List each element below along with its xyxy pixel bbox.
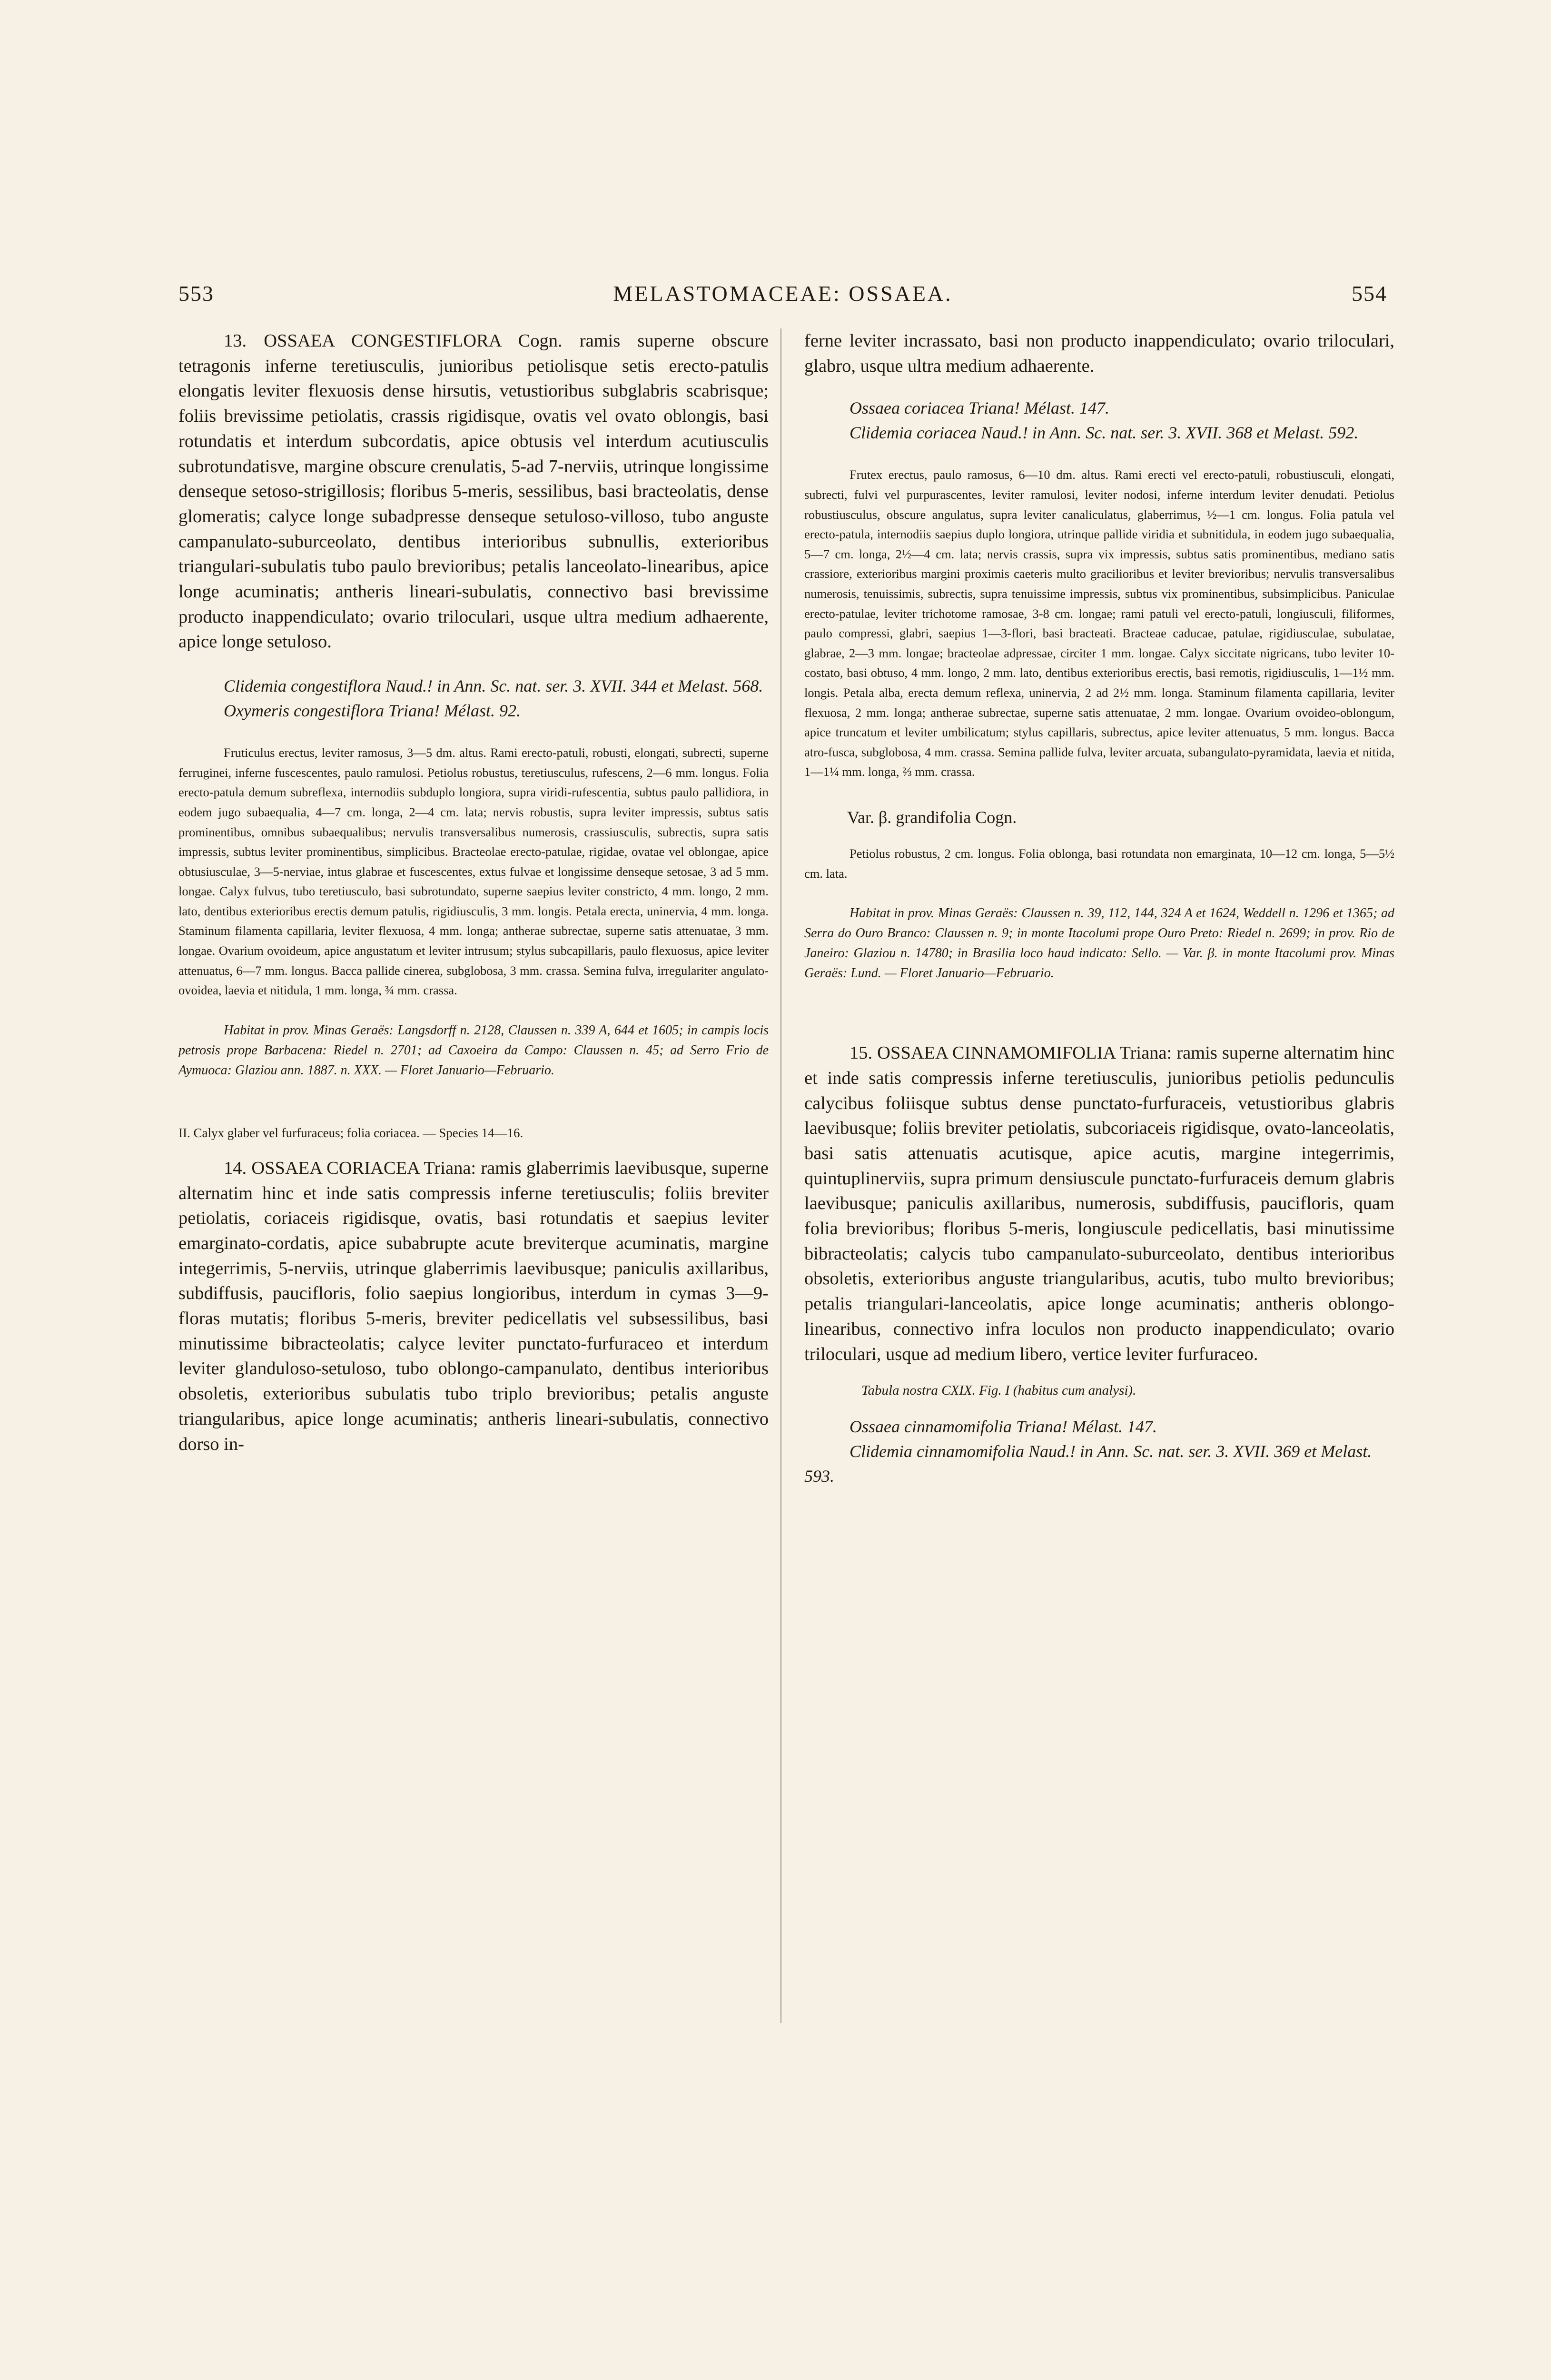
species-14-synonym-2: Clidemia coriacea Naud.! in Ann. Sc. nat. ser. 3. XVII. 368 et Melast. 592. (850, 423, 1359, 443)
species-15-plate-reference: Tabula nostra CXIX. Fig. I (habitus cum analysi). (861, 1383, 1136, 1398)
page-number-right: 554 (1352, 281, 1387, 306)
species-14-detailed-description: Frutex erectus, paulo ramosus, 6—10 dm. altus. Rami erecti vel erecto-patuli, robustiusculi, elongati, subrecti, fulvi vel purpurascentes, leviter ramulosi, leviter nodosi, inferne interdum leviter denudati. Petiolus robustiusculus, obscure angulatus, supra leviter canaliculatus, glaberrimus, ½—1 cm. longus. Folia patula vel erecto-patula, internodiis saepius duplo longiora, utrinque pallide viridia et subnitidula, in eodem jugo subaequalia, 5—7 cm. longa, 2½—4 cm. lata; nervis crassis, supra vix impressis, subtus satis prominentibus, mediano satis crassiore, exterioribus margini proximis caeteris multo gracilioribus et leviter brevioribus; nervulis transversalibus numerosis, tenuissimis, subrectis, supra tenuissime impressis, subtus vix prominentibus, subsimplicibus. Paniculae erecto-patulae, leviter trichotome ramosae, 3-8 cm. longae; rami patuli vel erecto-patuli, longiusculi, filiformes, paulo compressi, glabri, saepius 1—3-flori, basi bracteati. Bracteae caducae, patulae, rigidiusculae, subulatae, glabrae, 2—3 mm. longae; bracteolae adpressae, circiter 1 mm. longae. Calyx siccitate nigricans, tubo leviter 10-costato, basi obtuso, 4 mm. longo, 2 mm. lato, dentibus exterioribus erectis, basi remotis, rigidiusculis, 1—1½ mm. longis. Petala alba, erecta demum reflexa, uninervia, 2 ad 2½ mm. longa. Staminum filamenta capillaria, leviter flexuosa, 2 mm. longa; antherae subrectae, superne satis attenuatae, 2 mm. longae. Ovarium ovoideo-oblongum, apice truncatum et leviter umbilicatum; stylus capillaris, subrectus, apice leviter attenuatus, 5 mm. longus. Bacca atro-fusca, subglobosa, 4 mm. crassa. Semina pallide fulva, leviter arcuata, subangulato-pyramidata, laevia et nitida, 1—1¼ mm. longa, ⅔ mm. crassa. (804, 467, 1394, 779)
species-13-synonym-2: Oxymeris congestiflora Triana! Mélast. 92. (224, 701, 521, 721)
running-title: MELASTOMACEAE: OSSAEA. (613, 281, 953, 306)
species-13-heading: 13. OSSAEA CONGESTIFLORA Cogn. (224, 331, 563, 351)
key-section-ii: II. Calyx glaber vel furfuraceus; folia coriacea. — Species 14—16. (178, 1125, 524, 1140)
page-number-left: 553 (178, 281, 214, 306)
left-column (178, 328, 769, 1457)
species-13-detailed-description: Fruticulus erectus, leviter ramosus, 3—5 dm. altus. Rami erecto-patuli, robusti, elongati, subrecti, superne ferruginei, inferne fuscescentes, paulo ramulosi. Petiolus robustus, teretiusculus, rufescens, 2—6 mm. longus. Folia erecto-patula demum subreflexa, internodiis subduplo longiora, supra viridi-rufescentia, subtus paulo pallidiora, in eodem jugo subaequalia, 4—7 cm. longa, 2—4 cm. lata; nervis robustis, supra leviter impressis, subtus satis prominentibus, omnibus subaequalibus; nervulis transversalibus numerosis, crassiusculis, subrectis, supra satis impressis, subtus leviter prominentibus, simplicibus. Bracteolae erecto-patulae, rigidae, ovatae vel oblongae, apice obtusiusculae, 3—5-nerviae, intus glabrae et fuscescentes, extus fulvae et longissime denseque setosae, 3 ad 5 mm. longae. Calyx fulvus, tubo teretiusculo, basi subrotundato, superne saepius leviter constricto, 4 mm. longo, 2 mm. lato, dentibus exterioribus erectis demum patulis, rigidiusculis, 3 mm. longis. Petala erecta, uninervia, 4 mm. longa. Staminum filamenta capillaria, leviter flexuosa, 4 mm. longa; antherae subrectae, superne satis attenuatae, 3 mm. longae. Ovarium ovoideum, apice angustatum et leviter intrusum; stylus subcapillaris, paulo flexuosus, apice leviter attenuatus, 6—7 mm. longus. Bacca pallide cinerea, subglobosa, 3 mm. crassa. Semina fulva, irregulariter angulato-ovoidea, laevia et nitidula, 1 mm. longa, ¾ mm. crassa. (178, 745, 769, 998)
species-15-heading: 15. OSSAEA CINNAMOMIFOLIA Triana: (850, 1043, 1172, 1063)
species-14-description: 14. OSSAEA CORIACEA Triana: ramis glaberrimis laevibusque, superne alternatim hinc et inde satis compressis inferne teretiusculis; foliis breviter petiolatis, coriaceis rigidisque, ovatis, basi rotundatis et saepius leviter emarginato-cordatis, apice subabrupte acute breviterque acuminatis, margine integerrimis, 5-nerviis, utrinque glaberrimis laevibusque; paniculis axillaribus, subdiffusis, paucifloris, folio saepius longioribus, interdum in cymas 3—9-floras mutatis; floribus 5-meris, breviter pedicellatis vel subsessilibus, basi minutissime bibracteolatis; calyce leviter punctato-furfuraceo et interdum leviter glanduloso-setuloso, tubo oblongo-campanulato, dentibus interioribus obsoletis, exterioribus subulatis tubo triplo brevioribus; petalis anguste triangularibus, apice longe acuminatis; antheris lineari-subulatis, connectivo dorso in- (178, 1158, 769, 1454)
species-15-synonym-1: Ossaea cinnamomifolia Triana! Mélast. 147. (850, 1417, 1157, 1437)
species-14-habitat: Habitat in prov. Minas Geraës: Claussen n. 39, 112, 144, 324 A et 1624, Weddell n. 1296 et 1365; ad Serra do Ouro Branco: Claussen n. 9; in monte Itacolumi prope Ouro Preto: Riedel n. 2699; in prov. Rio de Janeiro: Glaziou n. 14780; in Brasilia loco haud indicato: Sello. — Var. β. in monte Itacolumi prov. Minas Geraës: Lund. — Floret Januario—Februario. (804, 906, 1394, 981)
species-14-synonym-1: Ossaea coriacea Triana! Mélast. 147. (850, 398, 1109, 418)
species-13-description: 13. OSSAEA CONGESTIFLORA Cogn. ramis superne obscure tetragonis inferne teretiusculis, junioribus petiolisque setis erecto-patulis elongatis leviter flexuosis dense hirsutis, vetustioribus subglabris scabrisque; foliis brevissime petiolatis, crassis rigidisque, ovatis vel ovato oblongis, basi rotundatis et interdum subcordatis, apice obtusis vel interdum acutiusculis subrotundatisve, margine obscure crenulatis, 5-ad 7-nerviis, utrinque longissime denseque setoso-strigillosis; floribus 5-meris, sessilibus, basi bracteolatis, dense glomeratis; calyce longe subadpresse denseque setuloso-villoso, tubo anguste campanulato-suburceolato, dentibus interioribus subnullis, exterioribus triangulari-subulatis tubo paulo brevioribus; petalis lanceolato-linearibus, apice longe acuminatis; antheris lineari-subulatis, connectivo basi brevissime producto inappendiculato; ovario triloculari, usque ultra medium adhaerente, apice longe setuloso. (178, 331, 769, 652)
species-15-synonym-2: Clidemia cinnamomifolia Naud.! in Ann. Sc. nat. ser. 3. XVII. 369 et Melast. 593. (804, 1442, 1372, 1486)
species-14-description-continued: ferne leviter incrassato, basi non producto inappendiculato; ovario triloculari, glabro, usque ultra medium adhaerente. (804, 331, 1394, 376)
variety-beta-description: Petiolus robustus, 2 cm. longus. Folia oblonga, basi rotundata non emarginata, 10—12 cm. longa, 5—5½ cm. lata. (804, 846, 1394, 881)
page-header (178, 281, 1387, 314)
species-14-heading: 14. OSSAEA CORIACEA Triana: (224, 1158, 476, 1178)
species-13-habitat: Habitat in prov. Minas Geraës: Langsdorff n. 2128, Claussen n. 339 A, 644 et 1605; in campis locis petrosis prope Barbacena: Riedel n. 2701; ad Caxoeira da Campo: Claussen n. 45; ad Serro Frio de Aymuoca: Glaziou ann. 1887. n. XXX. — Floret Januario—Februario. (178, 1022, 769, 1078)
column-divider (780, 328, 781, 2023)
right-column (804, 328, 1394, 1488)
species-15-description: 15. OSSAEA CINNAMOMIFOLIA Triana: ramis superne alternatim hinc et inde satis compressis inferne teretiusculis, junioribus petiolis pedunculis calycibus foliisque subtus dense punctato-furfuraceis, vetustioribus glabris laevibusque; foliis breviter petiolatis, subcoriaceis rigidisque, ovato-lanceolatis, basi satis attenuatis acutisque, apice acutis, margine integerrimis, quintuplinerviis, supra primum densiuscule punctato-furfuraceis demum glabris laevibusque; paniculis axillaribus, numerosis, subdiffusis, paucifloris, quam folia brevioribus; floribus 5-meris, longiuscule pedicellatis, basi minutissime bibracteolatis; calycis tubo campanulato-suburceolato, dentibus interioribus obsoletis, exterioribus anguste triangularibus, acutis, tubo multo brevioribus; petalis triangulari-lanceolatis, apice longe acuminatis; antheris oblongo-linearibus, connectivo infra loculos non producto inappendiculato; ovario triloculari, usque ad medium libero, vertice leviter furfuraceo. (804, 1043, 1395, 1364)
variety-beta-heading: Var. β. grandifolia Cogn. (847, 807, 1017, 827)
species-13-synonym-1: Clidemia congestiflora Naud.! in Ann. Sc. nat. ser. 3. XVII. 344 et Melast. 568. (224, 676, 763, 696)
